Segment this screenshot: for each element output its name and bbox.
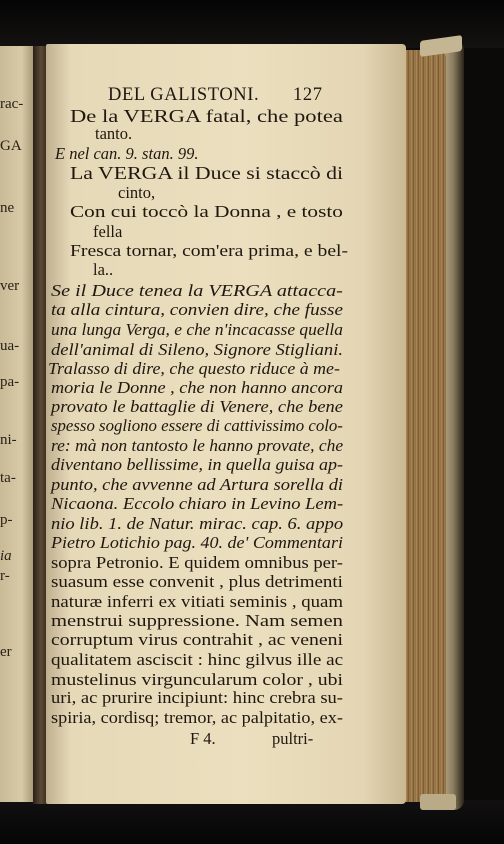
- left-page-line: ne: [0, 200, 15, 216]
- left-page-line: ua-: [0, 338, 20, 354]
- text-line: ta alla cintura, convien dire, che fusse: [51, 300, 343, 319]
- left-page-line: GA: [0, 138, 22, 154]
- text-line: tanto.: [95, 124, 133, 143]
- text-line: Pietro Lotichio pag. 40. de' Commentari: [51, 533, 343, 552]
- running-header: DEL GALISTONI.: [108, 85, 260, 105]
- text-line: mustelinus virguncularum color , ubi: [51, 670, 344, 689]
- left-page-line: ta-: [0, 470, 16, 486]
- text-line: Con cui toccò la Donna , e tosto: [70, 202, 343, 221]
- text-line: Nicaona. Eccolo chiaro in Levino Lem-: [51, 494, 344, 513]
- left-page-line: ni-: [0, 432, 17, 448]
- text-line: sopra Petronio. E quidem omnibus per-: [51, 553, 343, 572]
- left-page-line: pa-: [0, 374, 20, 390]
- text-line: moria le Donne , che non hanno ancora: [51, 378, 343, 397]
- text-line: diventano bellissime, in quella guisa ap-: [51, 455, 343, 474]
- text-line: la..: [93, 260, 114, 279]
- text-line: provato le battaglie di Venere, che bene: [51, 397, 343, 416]
- text-line: De la VERGA fatal, che potea: [70, 106, 343, 126]
- text-line: Fresca tornar, com'era prima, e bel-: [70, 241, 349, 260]
- text-line: E nel can. 9. stan. 99.: [55, 144, 199, 163]
- left-page-line: ver: [0, 278, 20, 294]
- text-line: Tralasso di dire, che questo riduce à me-: [48, 359, 340, 378]
- left-page-line: rac-: [0, 96, 24, 112]
- left-page-line: r-: [0, 568, 10, 584]
- text-line: naturæ inferri ex vitiati seminis , quam: [51, 592, 344, 611]
- catchword: pultri-: [272, 729, 314, 748]
- text-line: spiria, cordisq; tremor, ac palpitatio, ex-: [51, 708, 343, 727]
- text-line: qualitatem asciscit : hinc gilvus ille ac: [51, 650, 344, 669]
- text-line: punto, che avvenne ad Artura sorella di: [51, 475, 344, 494]
- left-page-line: p-: [0, 512, 13, 528]
- left-page-line: er: [0, 644, 12, 660]
- page-number: 127: [293, 85, 323, 105]
- text-line: Se il Duce tenea la VERGA attacca-: [51, 281, 343, 300]
- text-line: uri, ac prurire incipiunt: hinc crebra su-: [51, 688, 343, 707]
- text-line: fella: [93, 222, 123, 241]
- text-line: cinto,: [118, 183, 156, 202]
- text-line: menstrui suppressione. Nam semen: [51, 611, 343, 630]
- text-line: La VERGA il Duce si staccò di: [70, 163, 344, 183]
- text-line: dell'animal di Sileno, Signore Stigliani.: [51, 340, 344, 359]
- text-line: corruptum virus contrahit , ac veneni: [51, 630, 344, 649]
- text-line: una lunga Verga, e che n'incacasse quella: [51, 320, 343, 339]
- left-page-line: ia: [0, 548, 12, 564]
- text-line: suasum esse convenit , plus detrimenti: [51, 572, 343, 591]
- text-line: nio lib. 1. de Natur. mirac. cap. 6. appo: [51, 514, 344, 533]
- text-line: re: mà non tantosto le hanno provate, che: [51, 436, 344, 455]
- signature-mark: F 4.: [190, 729, 216, 748]
- text-line: spesso sogliono essere di cattivissimo colo-: [51, 416, 343, 435]
